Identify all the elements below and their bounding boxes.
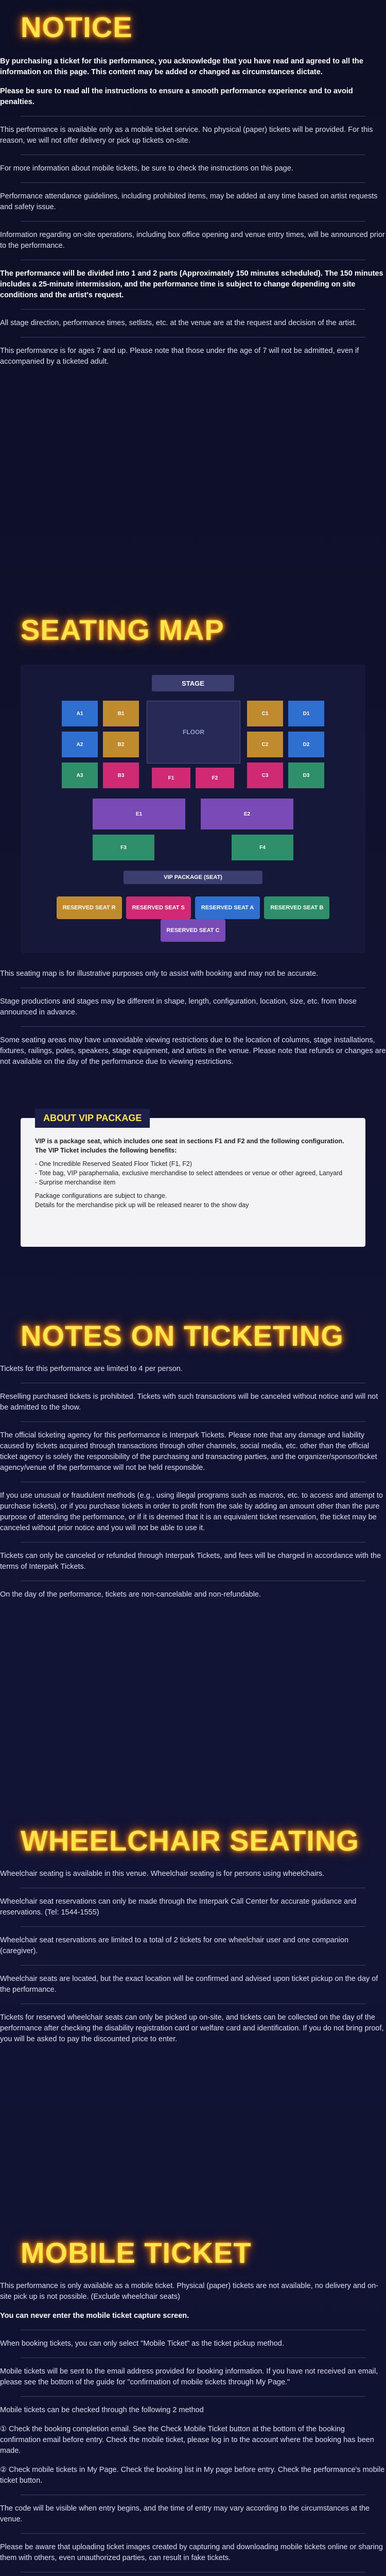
zone-c2[interactable]: C2 xyxy=(247,732,283,757)
wheelchair-text-2: Wheelchair seat reservations can only be made through the Interpark Call Center for accurate guidance and reservations. (Tel: 1544-1555) xyxy=(0,1897,357,1917)
vip-text-2: The VIP Ticket includes the following benefits: xyxy=(35,1147,177,1154)
notice-text-5: Performance attendance guidelines, including prohibited items, may be added at any time based on artist requests and safety issue. xyxy=(0,192,378,211)
stage-label: STAGE xyxy=(152,675,234,691)
seating-notes xyxy=(0,969,386,1076)
wheelchair-text-3: Wheelchair seat reservations are limited to a total of 2 tickets for one wheelchair user and one companion (caregiver). xyxy=(0,1936,349,1955)
divider xyxy=(21,1926,365,1927)
notice-text-3: This performance is available only as a mobile ticket service. No physical (paper) tickets will be provided. For this reason, we will not offer delivery or pick up tickets on-site. xyxy=(0,126,373,145)
seating-text-3: Some seating areas may have unavoidable viewing restrictions due to the location of columns, stage installations, fixtures, railings, poles, speakers, stage equipment, and artists in the venue. Please note that refunds or changes are not available on the day of the performance due to viewing restrictions. xyxy=(0,1036,386,1066)
notice-heading: NOTICE xyxy=(21,11,133,43)
ticketing-text-4: If you use unusual or fraudulent methods (e.g., using illegal programs such as macros, etc. to access and attempt to purchase tickets), or if you purchase tickets in order to profit from the sale by adding an amount other than the pure purpose of attending the performance, or if it is deemed that it is an equivalent ticket reservation, the ticket may be canceled without prior notice and you will not be able to use it. xyxy=(0,1492,383,1532)
wheelchair-text-5: Tickets for reserved wheelchair seats can only be picked up on-site, and tickets can be collected on the day of the performance after checking the disability registration card or welfare card and identification. If you do not bring proof, you will be asked to pay the discounted price to enter. xyxy=(0,2013,384,2043)
floor-area: FLOOR xyxy=(147,701,240,764)
legend-item: RESERVED SEAT C xyxy=(161,919,226,942)
vip-text-6: Package configurations are subject to change. xyxy=(35,1192,167,1199)
zone-a2[interactable]: A2 xyxy=(62,732,98,757)
notice-text-9: This performance is for ages 7 and up. Please note that those under the age of 7 will not be admitted, even if accompanied by a ticketed adult. xyxy=(0,347,359,366)
zone-c3[interactable]: C3 xyxy=(247,762,283,788)
mobile-text-6: ① Check the booking completion email. See the Check Mobile Ticket button at the bottom of the booking confirmation email before entry. Check the mobile ticket, please log in to the account where the booking has been made. xyxy=(0,2425,374,2455)
ticketing-text-1: Tickets for this performance are limited to 4 per person. xyxy=(0,1365,183,1373)
vip-text-1: VIP is a package seat, which includes one seat in sections F1 and F2 and the following configuration. xyxy=(35,1138,344,1145)
seating-text-2: Stage productions and stages may be different in shape, length, configuration, location, size, etc. from those announced in advance. xyxy=(0,997,357,1016)
zone-e2[interactable]: E2 xyxy=(201,799,293,829)
divider xyxy=(21,2533,365,2534)
vip-text-7: Details for the merchandise pick up will be released nearer to the show day xyxy=(35,1201,249,1209)
wheelchair-heading: WHEELCHAIR SEATING xyxy=(21,1824,359,1857)
legend-item: RESERVED SEAT B xyxy=(264,896,329,919)
zone-b3[interactable]: B3 xyxy=(103,762,139,788)
zone-c1[interactable]: C1 xyxy=(247,701,283,726)
wheelchair-text-1: Wheelchair seating is available in this venue. Wheelchair seating is for persons using wheelchairs. xyxy=(0,1870,325,1878)
zone-f2[interactable]: F2 xyxy=(196,768,234,788)
zone-d3[interactable]: D3 xyxy=(288,762,324,788)
ticketing-text-6: On the day of the performance, tickets are non-cancelable and non-refundable. xyxy=(0,1590,261,1599)
vip-package-box xyxy=(21,1113,365,1247)
mobile-text-8: The code will be visible when entry begins, and the time of entry may vary according to the circumstances at the venue. xyxy=(0,2504,370,2523)
legend-item: RESERVED SEAT S xyxy=(126,896,191,919)
seating-heading: SEATING MAP xyxy=(21,614,224,646)
seating-map xyxy=(21,665,365,953)
vip-text-5: - Surprise merchandise item xyxy=(35,1179,116,1186)
ticketing-text-3: The official ticketing agency for this performance is Interpark Tickets. Please note that any damage and liability caused by tickets acquired through transactions through other channels, social media, etc. other than the official ticket agency is solely the responsibility of the purchasing and transacting parties, and the organizer/sponsor/ticket agency/venue of the performance will not be held responsible. xyxy=(0,1431,377,1472)
divider xyxy=(21,1026,365,1027)
zone-e1[interactable]: E1 xyxy=(93,799,185,829)
vip-text-3: - One Incredible Reserved Seated Floor Ticket (F1, F2) xyxy=(35,1160,192,1167)
divider xyxy=(21,2396,365,2397)
wheelchair-section xyxy=(0,1824,386,2053)
divider xyxy=(21,309,365,310)
zone-f4[interactable]: F4 xyxy=(232,835,293,860)
seating-text-1: This seating map is for illustrative purposes only to assist with booking and may not be accurate. xyxy=(0,970,319,978)
zone-a3[interactable]: A3 xyxy=(62,762,98,788)
wheelchair-text-4: Wheelchair seats are located, but the exact location will be confirmed and advised upon ticket pickup on the day of the performance. xyxy=(0,1975,378,1994)
divider xyxy=(21,221,365,222)
vip-package-title: ABOUT VIP PACKAGE xyxy=(35,1109,150,1128)
notice-section xyxy=(0,10,386,376)
zone-a1[interactable]: A1 xyxy=(62,701,98,726)
mobile-heading: MOBILE TICKET xyxy=(21,2236,252,2269)
seat-legend xyxy=(31,896,355,942)
mobile-text-3: When booking tickets, you can only select "Mobile Ticket" as the ticket pickup method. xyxy=(0,2340,284,2348)
zone-b1[interactable]: B1 xyxy=(103,701,139,726)
ticketing-heading: NOTES ON TICKETING xyxy=(21,1319,344,1352)
mobile-section xyxy=(0,2236,386,2576)
notice-text-7: The performance will be divided into 1 and 2 parts (Approximately 150 minutes scheduled). The 150 minutes includes a 25-minute intermission, and the performance time is subject to change depending on site conditions and the artist's request. xyxy=(0,269,383,299)
notice-text-8: All stage direction, performance times, setlists, etc. at the venue are at the request and decision of the artist. xyxy=(0,319,357,327)
notice-text-2: Please be sure to read all the instructions to ensure a smooth performance experience and to avoid penalties. xyxy=(0,87,353,106)
mobile-text-2: You can never enter the mobile ticket capture screen. xyxy=(0,2312,189,2320)
vip-text-4: - Tote bag, VIP paraphernalia, exclusive merchandise to select attendees or venue or other agreed, Lanyard xyxy=(35,1170,343,1177)
divider xyxy=(21,1421,365,1422)
zone-d1[interactable]: D1 xyxy=(288,701,324,726)
zone-f1[interactable]: F1 xyxy=(152,768,190,788)
mobile-text-5: Mobile tickets can be checked through the following 2 method xyxy=(0,2406,204,2414)
vip-seat-label: VIP PACKAGE (SEAT) xyxy=(124,871,262,884)
legend-item: RESERVED SEAT R xyxy=(57,896,122,919)
mobile-text-9: Please be aware that uploading ticket images created by capturing and downloading mobile tickets online or sharing them with others, even unauthorized parties, can result in fake tickets. xyxy=(0,2543,383,2562)
notice-text-6: Information regarding on-site operations, including box office opening and venue entry times, will be announced prior to the performance. xyxy=(0,231,385,250)
zone-f3[interactable]: F3 xyxy=(93,835,154,860)
legend-item: RESERVED SEAT A xyxy=(195,896,260,919)
divider xyxy=(21,182,365,183)
notice-text-4: For more information about mobile tickets, be sure to check the instructions on this page. xyxy=(0,164,293,173)
divider xyxy=(21,1542,365,1543)
seating-section xyxy=(0,613,386,647)
ticketing-section xyxy=(0,1319,386,1608)
mobile-text-4: Mobile tickets will be sent to the email address provided for booking information. If you have not received an email, please see the bottom of the guide for "confirmation of mobile tickets through My Page." xyxy=(0,2367,378,2386)
mobile-text-1: This performance is only available as a mobile ticket. Physical (paper) tickets are not available, no delivery and on-site pick up is not possible. (Exclude wheelchair seats) xyxy=(0,2282,379,2301)
mobile-text-7: ② Check mobile tickets in My Page. Check the booking list in My page before entry. Check the performance's mobile ticket button. xyxy=(0,2466,385,2485)
notice-text-1: By purchasing a ticket for this performance, you acknowledge that you have read and agreed to all the information on this page. This content may be added or changed as circumstances dictate. xyxy=(0,57,363,76)
ticketing-text-2: Reselling purchased tickets is prohibited. Tickets with such transactions will be canceled without notice and will not be admitted to the show. xyxy=(0,1393,378,1412)
ticketing-text-5: Tickets can only be canceled or refunded through Interpark Tickets, and fees will be charged in accordance with the terms of Interpark Tickets. xyxy=(0,1552,381,1571)
zone-b2[interactable]: B2 xyxy=(103,732,139,757)
zone-d2[interactable]: D2 xyxy=(288,732,324,757)
